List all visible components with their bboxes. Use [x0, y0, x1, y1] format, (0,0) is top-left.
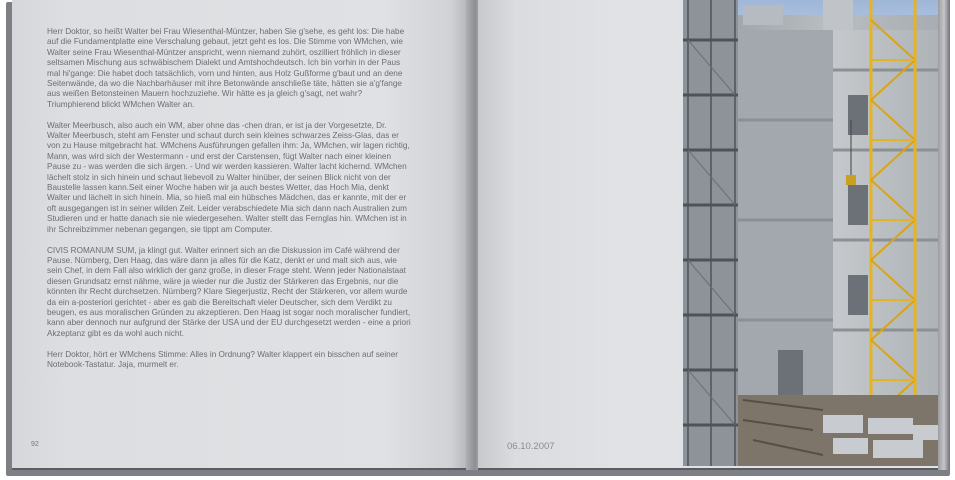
paragraph: Herr Doktor, hört er WMchens Stimme: Alles in Ordnung? Walter klappert ein bisschen auf seiner Notebook-Tastatur. Jaja, murmelt er. [47, 349, 398, 369]
page-number: 92 [31, 441, 39, 448]
left-page[interactable] [12, 0, 474, 470]
page-date: 06.10.2007 [507, 441, 555, 452]
paragraph: CIVIS ROMANUM SUM, ja klingt gut. Walter erinnert sich an die Diskussion im Café während der Pause. Nürnberg, Den Haag, das wäre dann ja alles für die Katz, denkt er und malt sich aus, wie sein Chef, in dem Fall also wirklich der ganz große, in dieser Frage steht. Wenn jeder Nationalstaat diesen Grundsatz ernst nähme, wäre ja wieder nur die Justiz der Stärkeren das Ergebnis, nur die könnten ihr Recht durchsetzen. Nürnberg? Klare Siegerjustiz, Recht der Stärkeren, vor allem wurde da ein a-posteriori gerichtet - aber es gab die Bereitschaft vieler Deutscher, sich dem Verdikt zu beugen, es aus moralischen Gründen zu akzeptieren. Den Haag ist sogar noch moralischer fundiert, kann aber dennoch nur aufgrund der Stärke der USA und der EU durchgesetzt werden - eine a priori Akzeptanz gibt es da wohl auch nicht. [47, 245, 411, 338]
construction-site-photo [683, 0, 938, 466]
paragraph: Herr Doktor, so heißt Walter bei Frau Wiesenthal-Müntzer, haben Sie g'sehe, es geht los: Die habe auf die Fundamentplatte eine Verschalung gebaut, jetzt geht es los. Die Stimme von WMchen, wie Walter seine Frau Wiesenthal-Müntzer anspricht, wenn niemand zuhört, oszilliert fröhlich in dieser seltsamen Mischung aus schwäbischem Dialekt und Amtshochdeutsch. Ich bin vorhin in der Paus mal hi'gange: Die habet doch tatsächlich, vorn und hinten, aus Holz Gußforme g'baut und an dene Seitenwände, da wo die Nachbarhäuser mit ihre Betonwände anschließe täte, hätten sie a'g'fange aus weißen Betonsteinen Mauern hochzuziehe. Wir hätte es ja gleich g'sagt, net wahr? Triumphierend blickt WMchen Walter an. [47, 27, 405, 109]
paragraph: Walter Meerbusch, also auch ein WM, aber ohne das -chen dran, er ist ja der Vorgesetzte, Dr. Walter Meerbusch, steht am Fenster und schaut durch sein kleines schwarzes Zeiss-Glas, das er von zu Hause mitgebracht hat. WMchens Ausführungen gefallen ihm: Ja, WMchen, wir lagen richtig, Mann, was wird sich der Westermann - und erst der Carstensen, fügt Walter nach einer kleinen Pause zu - was werden die sich ärgen. - Und wir werden kassieren. Walter lacht kichernd. WMchen lächelt stolz in sich hinein und schaut liebevoll zu Walter hinüber, der seinen Blick nicht von der Baustelle lassen kann.Seit einer Woche haben wir ja auch bestes Wetter, das Hoch Mia, denkt Walter und lächelt in sich hinein. Mia, so hieß mal ein hübsches Mädchen, das er kannte, mit der er oft ausgegangen ist in seiner wilden Zeit. Leider verabschiedete Mia sich dann nach Australien zum Studieren und er hatte danach sie nie wiedergesehen. Walter stellt das Fernglas hin. WMchen ist in ihr Schreibzimmer nebenan gegangen, sie tippt am Computer. [47, 120, 410, 234]
left-page-text [47, 27, 412, 381]
right-page-edge [938, 0, 950, 470]
